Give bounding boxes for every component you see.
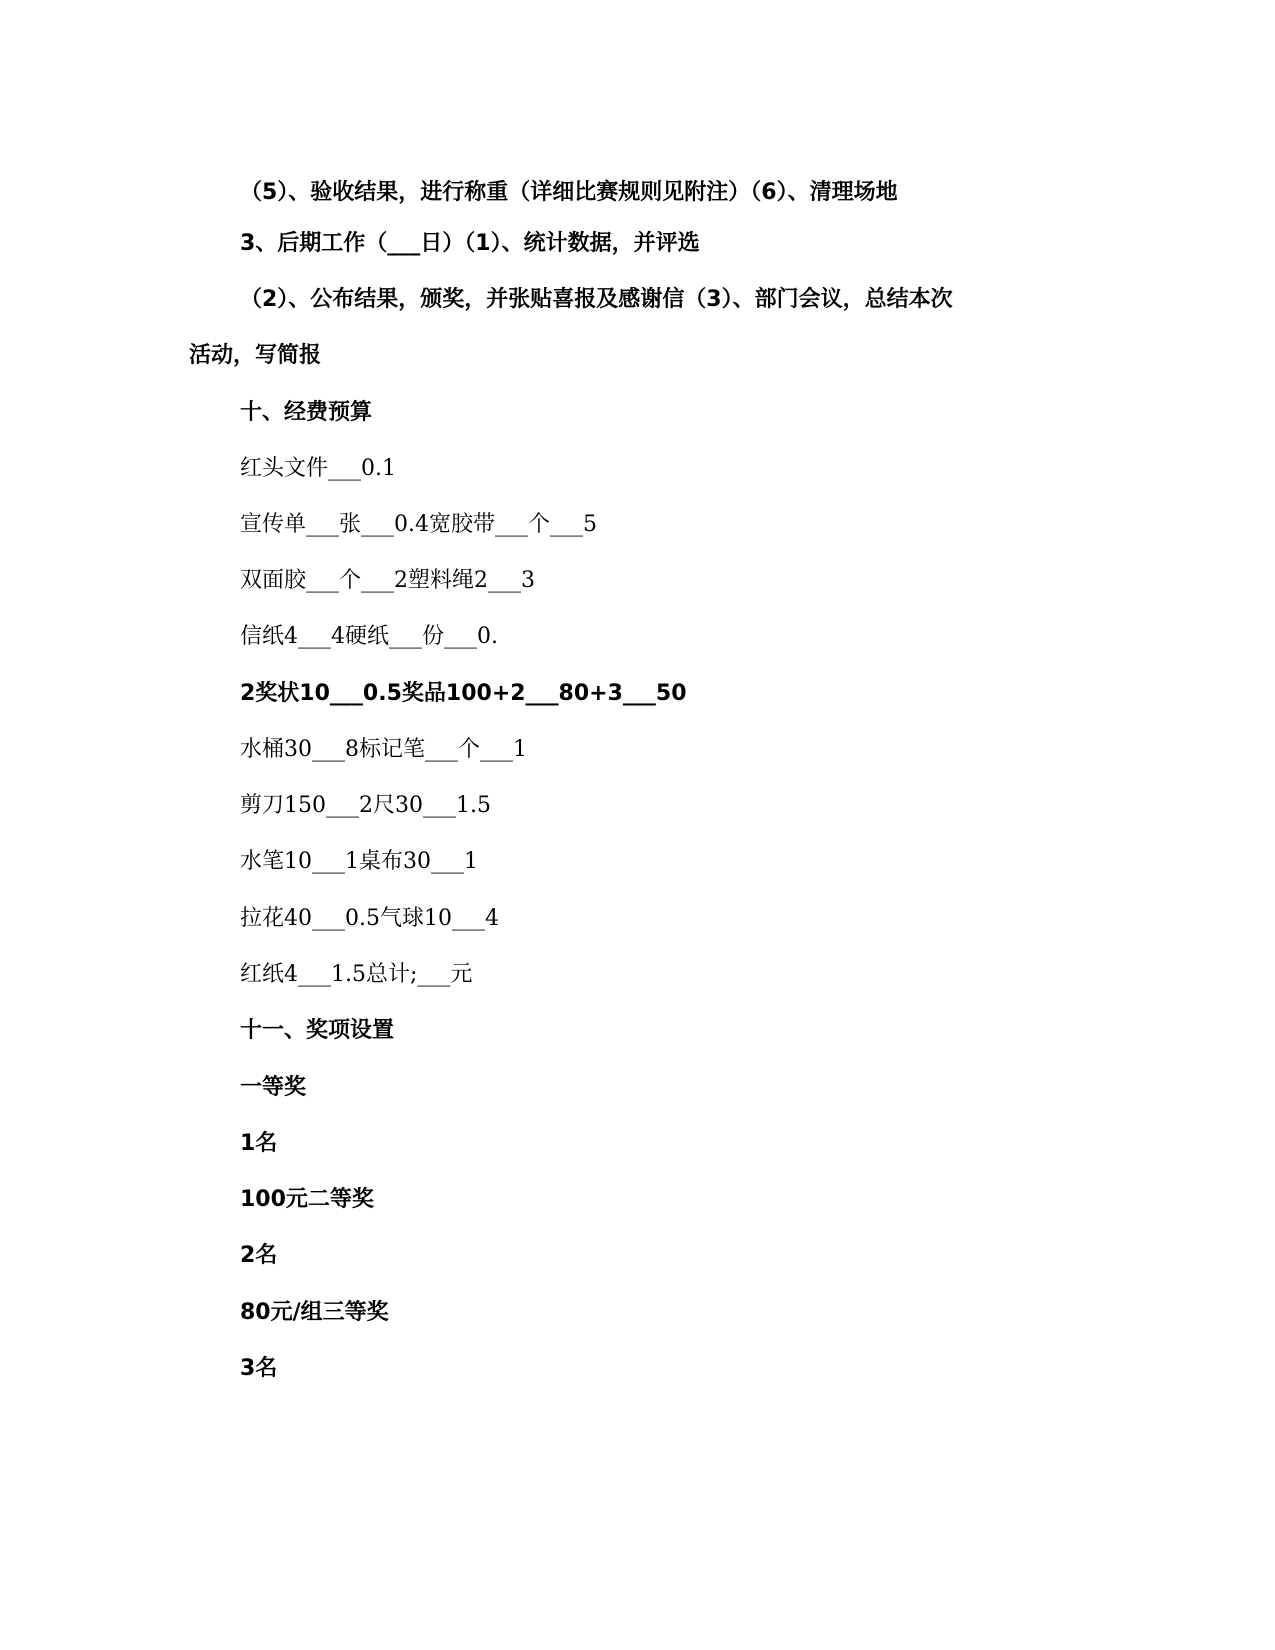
budget-line: 红纸4___1.5总计;___元 [240,962,473,987]
award-line: 一等奖 [240,1075,307,1100]
paragraph-line: 3、后期工作（___日）（1）、统计数据，并评选 [240,231,700,256]
section-heading: 十、经费预算 [240,400,373,425]
budget-line: 2奖状10___0.5奖品100+2___80+3___50 [240,681,687,706]
paragraph-line: （2）、公布结果，颁奖，并张贴喜报及感谢信（3）、部门会议，总结本次 [240,287,953,312]
budget-line: 宣传单___张___0.4宽胶带___个___5 [240,512,597,537]
budget-line: 双面胶___个___2塑料绳2___3 [240,568,535,593]
award-line: 100元二等奖 [240,1187,374,1212]
section-heading: 十一、奖项设置 [240,1018,395,1043]
budget-line: 拉花40___0.5气球10___4 [240,906,499,931]
award-line: 80元/组三等奖 [240,1300,389,1325]
budget-line: 剪刀150___2尺30___1.5 [240,793,491,818]
paragraph-line: 活动，写简报 [189,343,322,368]
budget-line: 信纸4___4硬纸___份___0. [240,624,498,649]
paragraph-line: （5）、验收结果，进行称重（详细比赛规则见附注）（6）、清理场地 [240,180,898,205]
budget-line: 水笔10___1桌布30___1 [240,849,478,874]
award-line: 2名 [240,1243,278,1268]
award-line: 3名 [240,1356,278,1381]
budget-line: 红头文件___0.1 [240,456,396,481]
budget-line: 水桶30___8标记笔___个___1 [240,737,527,762]
award-line: 1名 [240,1131,278,1156]
